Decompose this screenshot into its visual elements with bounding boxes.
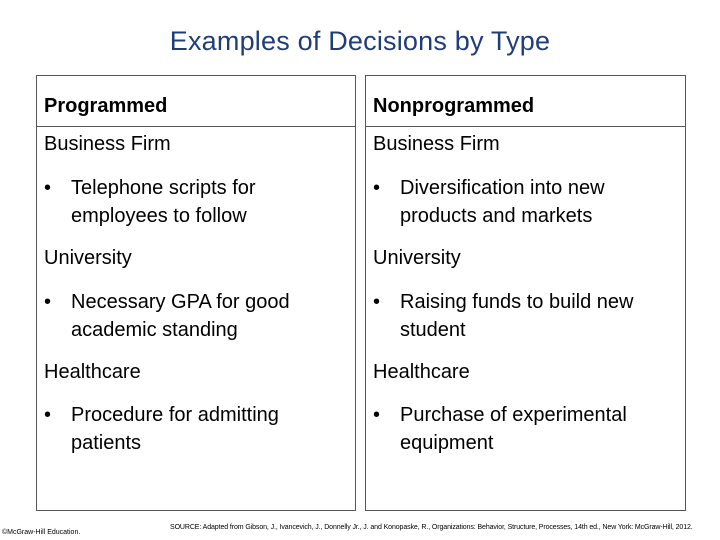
list-item [44, 288, 351, 344]
list-item [44, 174, 351, 230]
section-label: University [373, 247, 461, 269]
section-label: Business Firm [373, 133, 500, 155]
bullet-icon: • [44, 177, 52, 199]
section-label: Healthcare [44, 361, 141, 383]
slide-title: Examples of Decisions by Type [169, 26, 551, 56]
list-item [44, 401, 351, 457]
column-header-nonprogrammed: Nonprogrammed [366, 76, 685, 127]
list-item [373, 401, 680, 457]
section-label: Business Firm [44, 133, 171, 155]
bullet-icon: • [373, 404, 381, 426]
list-item [373, 174, 680, 230]
copyright-notice: ©McGraw-Hill Education. [2, 529, 81, 536]
bullet-icon: • [373, 177, 381, 199]
section-label: Healthcare [373, 361, 470, 383]
item-text: Telephone scripts for employees to follow [71, 177, 256, 227]
bullet-icon: • [44, 404, 52, 426]
column-header-programmed: Programmed [37, 76, 355, 127]
item-text: Raising funds to build new student [400, 291, 634, 341]
bullet-icon: • [44, 291, 52, 313]
nonprogrammed-column [365, 75, 686, 511]
list-item [373, 288, 680, 344]
programmed-column [36, 75, 356, 511]
item-text: Procedure for admitting patients [71, 404, 279, 454]
item-text: Purchase of experimental equipment [400, 404, 627, 454]
section-label: University [44, 247, 132, 269]
bullet-icon: • [373, 291, 381, 313]
item-text: Diversification into new products and markets [400, 177, 605, 227]
item-text: Necessary GPA for good academic standing [71, 291, 290, 341]
source-citation: SOURCE: Adapted from Gibson, J., Ivancevich, J., Donnelly Jr., J. and Konopaske, R., Organizations: Behavior, Structure, Processes, 14th ed., New York: McGraw-Hill, 2012. [170, 524, 693, 531]
